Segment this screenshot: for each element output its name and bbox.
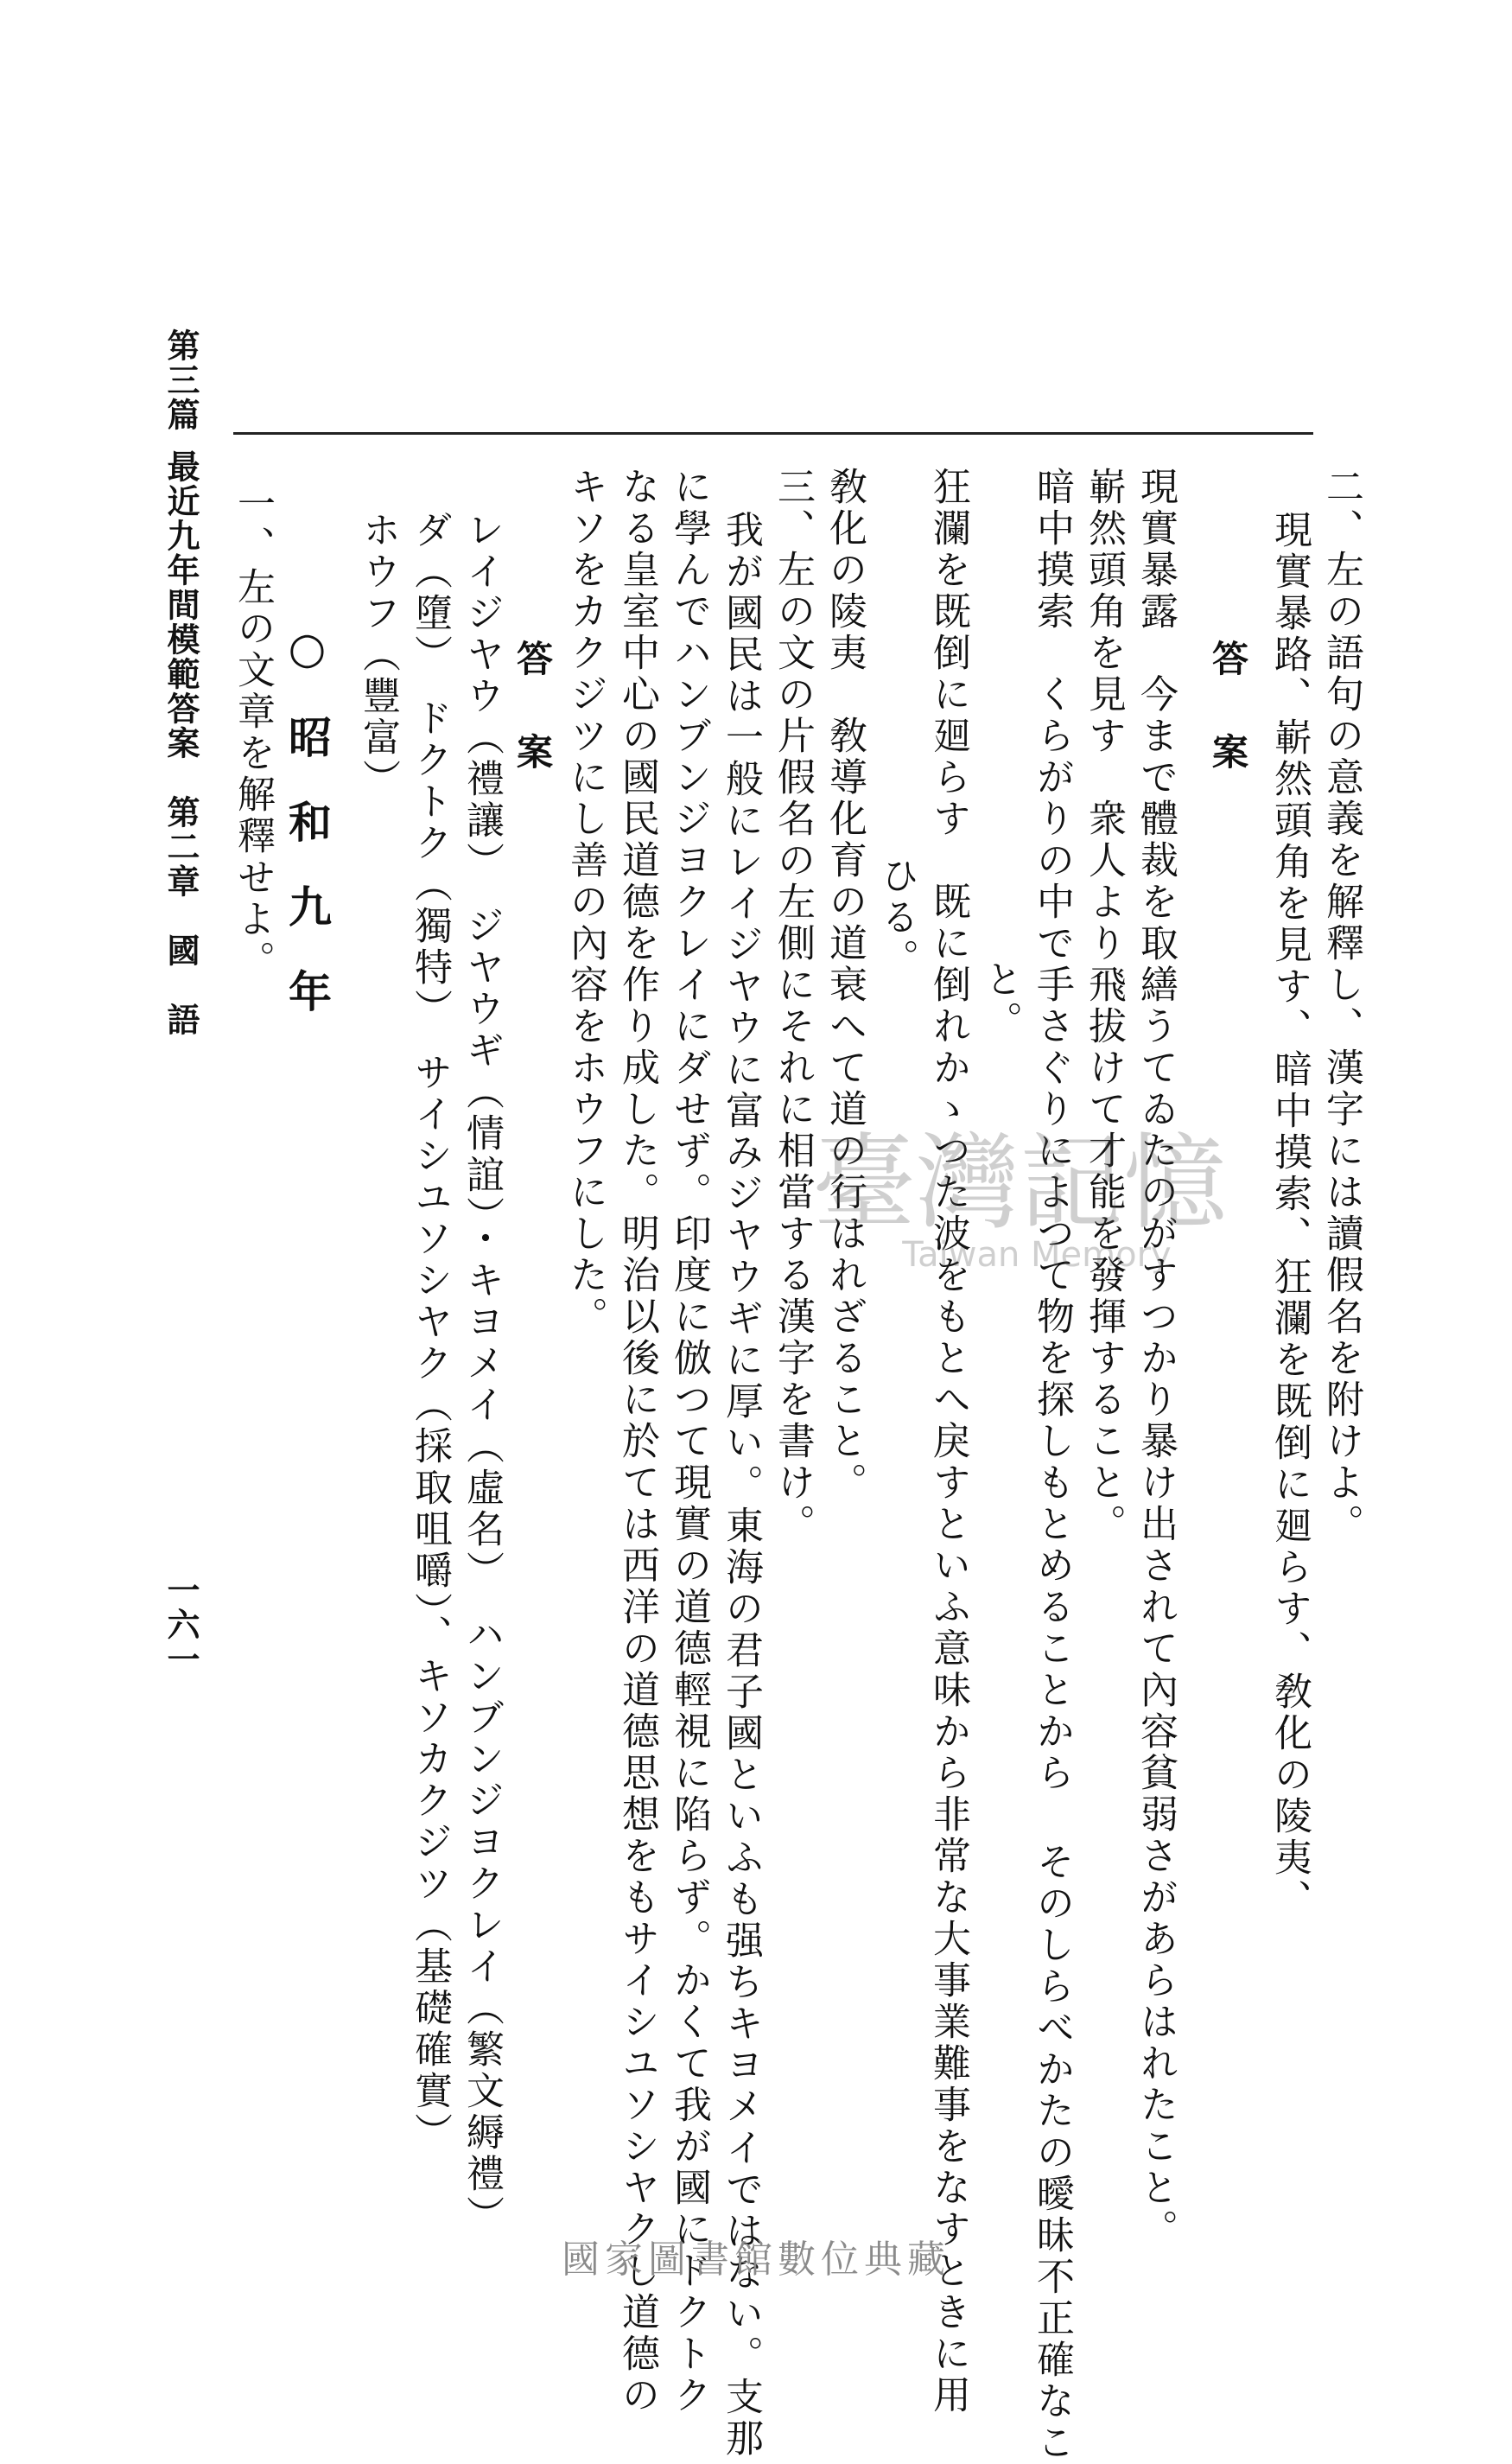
q2-answer-item: 狂瀾を既倒に廻らす 既に倒れかゝつた波をもとへ戾すといふ意味から非常な大事業難事をなすときに用 [926, 467, 970, 2416]
running-head-title: 最近九年間模範答案 第二章 國 語 [162, 449, 200, 1037]
q2-answer-item: 暗中摸索 くらがりの中で手さぐりによつて物を探しもとめることから そのしらべかたの曖昧不正確なこ [1030, 467, 1074, 2464]
q3-answer-line: ダ（墮） ドクトク（獨特） サイシユソシヤク（採取咀嚼）、キソカクジツ（基礎確實） [408, 510, 452, 2154]
q3-passage-line: に學んでハンブンジヨクレイにダせず。印度に倣つて現實の道德輕視に陷らず。かくて我が國にドクトク [667, 467, 711, 2416]
header-rule [233, 432, 1313, 435]
q2-answer-item: と。 [978, 959, 1022, 1042]
watermark-label: 臺灣記憶 [812, 1124, 1227, 1244]
footer-stamp: 國家圖書館數位典藏 [562, 2238, 950, 2282]
q3-answer-line: ホウフ（豐富） [356, 510, 400, 800]
q3-passage-line: 我が國民は一般にレイジヤウに富みジヤウギに厚い。東海の君子國といふも强ちキヨメイではない。支那 [719, 510, 763, 2460]
q2-answer-item: 嶄然頭角を見す 衆人より飛拔けて才能を發揮すること。 [1082, 467, 1126, 1545]
q3-passage-line: なる皇室中心の國民道德を作り成した。明治以後に於ては西洋の道德思想をもサイシユソシヤクし道德の [615, 467, 659, 2416]
q2-terms: 現實暴路、嶄然頭角を見す、暗中摸索、狂瀾を既倒に廻らす、敎化の陵夷、 [1267, 510, 1312, 1920]
watermark-sublabel: Taiwan Memory [902, 1235, 1172, 1275]
q2-prompt: 二、左の語句の意義を解釋し、漢字には讀假名を附けよ。 [1319, 467, 1363, 1545]
running-head-part: 第三篇 [162, 328, 200, 432]
q2-answer-item: 現實暴露 今まで體裁を取繕うてゐたのがすつかり暴け出されて內容貧弱さがあらはれたこと。 [1134, 467, 1178, 2251]
year-heading: ○昭和九年 [282, 622, 333, 1054]
q2-answer-item: 敎化の陵夷 敎導化育の道衰へて道の行はれざること。 [823, 467, 867, 1504]
watermark-logo [778, 1115, 1261, 1279]
q3-passage-line: キソをカクジツにし善の內容をホウフにした。 [563, 467, 607, 1338]
q3-answer-line: レイジヤウ（禮讓） ジヤウギ（情誼）・キヨメイ（虛名） ハンブンジヨクレイ（繁文縟禮） [460, 510, 504, 2237]
q2-answer-item: ひる。 [874, 856, 918, 980]
page-number: 一六一 [162, 1573, 200, 1677]
q1-next-prompt: 一、左の文章を解釋せよ。 [231, 484, 275, 982]
q3-prompt: 三、左の文の片假名の左側にそれに相當する漢字を書け。 [771, 467, 815, 1545]
q2-answer-heading: 答 案 [1207, 640, 1249, 780]
q3-answer-heading: 答 案 [511, 640, 554, 780]
